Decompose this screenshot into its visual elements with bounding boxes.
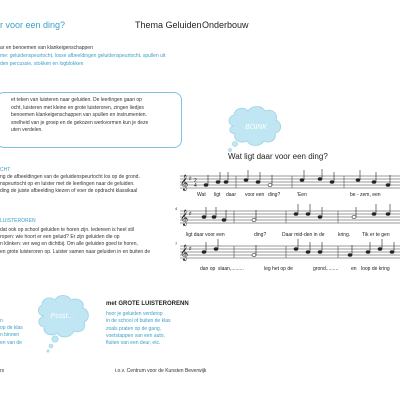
side-line: in de school of buiten de klas	[106, 318, 171, 325]
lyric-word: be - zem, een	[350, 192, 381, 198]
level-label: Onderbouw	[202, 20, 249, 30]
side-line: voetstappen van een auto,	[106, 332, 165, 339]
summary-line: ocht, luisteren met kleine en grote luisteroren, zingen liedjes	[11, 104, 144, 111]
side-text	[106, 311, 171, 347]
section1-title: CHT	[0, 167, 11, 173]
summary-line: uten verdelen.	[11, 127, 43, 134]
section2-line: dat ook op school geluiden te horen zijn. Iedereen is heel stil	[0, 227, 134, 233]
footer-left: rs	[0, 368, 5, 374]
side-line: fluiten van een deur, etc.	[106, 340, 161, 347]
lyric-word: en	[351, 266, 357, 272]
svg-text:♯: ♯	[189, 246, 192, 252]
section3-line: n binnen	[0, 332, 20, 339]
lyric-word: leg het op de	[264, 266, 293, 272]
section1-line: nspeurtocht op en luister met de leerlingen naar de geluiden.	[0, 181, 135, 188]
section1-line: ng de afbeeldingen van de geluidenspeurtocht los op de grond.	[0, 174, 140, 180]
section2-title: LUISTEROREN	[0, 218, 36, 224]
section3-line: op de klas	[0, 325, 23, 332]
section2-line: en grote luisteroren op. Luister samen naar geluiden in en buiten de	[0, 248, 151, 255]
section2-line: n klinken: ver weg en dichtbij. Om alle geluiden goed te horen,	[0, 241, 138, 248]
lyric-word: ligt	[214, 192, 221, 198]
side-line: hoor je geluiden verderop	[106, 311, 163, 317]
intro-materials-cont: den percussie, stokken en logblokken	[0, 61, 84, 67]
lyric-word: daar	[226, 192, 237, 198]
svg-text:4: 4	[194, 183, 197, 189]
lyric-word: kring.	[338, 232, 351, 238]
theme-label: Thema Geluiden	[135, 20, 202, 30]
lyric-word: ding?	[268, 192, 281, 198]
section2-line: ropen: wie hoort er een geluid? Er zijn geluiden die op	[0, 234, 120, 241]
section3-line: n	[0, 318, 3, 324]
lyric-word: ding?	[254, 232, 267, 238]
lyric-word: loop de kring	[361, 266, 390, 272]
svg-text:♯: ♯	[189, 211, 192, 217]
summary-box	[0, 92, 182, 148]
section3-body	[0, 318, 23, 347]
lyric-word: voor	[245, 192, 255, 198]
section3-line: en van de	[0, 339, 22, 346]
boink-cloud-icon	[223, 104, 285, 158]
svg-text:4: 4	[175, 206, 178, 211]
pssst-cloud-icon	[34, 294, 92, 354]
summary-line: et teken van luisteren naar geluiden. De leerlingen gaan op	[11, 97, 142, 103]
svg-text:7: 7	[175, 241, 178, 246]
side-title: met GROTE LUISTERORENN	[106, 301, 189, 307]
section1-line: ding de juiste afbeelding kiezen of voer de opdracht klassikaal	[0, 188, 138, 195]
svg-text:𝄞: 𝄞	[180, 245, 189, 261]
svg-text:♯: ♯	[189, 176, 192, 182]
intro-goal: ar en benoemen van klankeigenschappen	[0, 45, 93, 51]
boink-text: BOINK	[245, 124, 267, 131]
svg-text:𝄞: 𝄞	[180, 210, 189, 226]
svg-text:𝄞: 𝄞	[180, 175, 189, 191]
lyric-word: grond.........	[313, 266, 339, 272]
summary-line: benoemen klankeigenschappen van spullen en instrumenten.	[11, 112, 147, 119]
side-line: zoals praten op de gang,	[106, 325, 162, 332]
svg-text:2: 2	[194, 178, 197, 184]
footer-credit: i.o.v. Centrum voor de Kunsten Beverwijk	[115, 368, 207, 374]
song-title: Wat ligt daar voor een ding?	[228, 152, 328, 161]
lyric-word: 'Een	[297, 192, 307, 198]
intro-materials: me: geluidenspeurtocht, losse afbeeldingen geluidenspeurtocht, spullen uit	[0, 53, 166, 59]
section2-body	[0, 227, 150, 256]
lyric-word: slaan,.........	[218, 266, 244, 272]
intro-block	[0, 44, 165, 68]
pssst-text: Pssst...	[50, 313, 74, 320]
lyric-word: ligt daar voor een	[186, 232, 225, 238]
lyric-word: Wat	[197, 192, 206, 198]
lyric-word: Daar mid-den in de	[282, 232, 325, 238]
lyric-word: dan op	[200, 266, 216, 272]
lyric-word: Tik er te gen	[362, 232, 390, 238]
lesson-title: r voor een ding?	[0, 20, 66, 30]
lyric-word: een	[256, 192, 265, 198]
summary-line: snelheid van je groep en de gekozen werkvormen kun je deze	[11, 119, 149, 126]
section1-body	[0, 174, 140, 196]
